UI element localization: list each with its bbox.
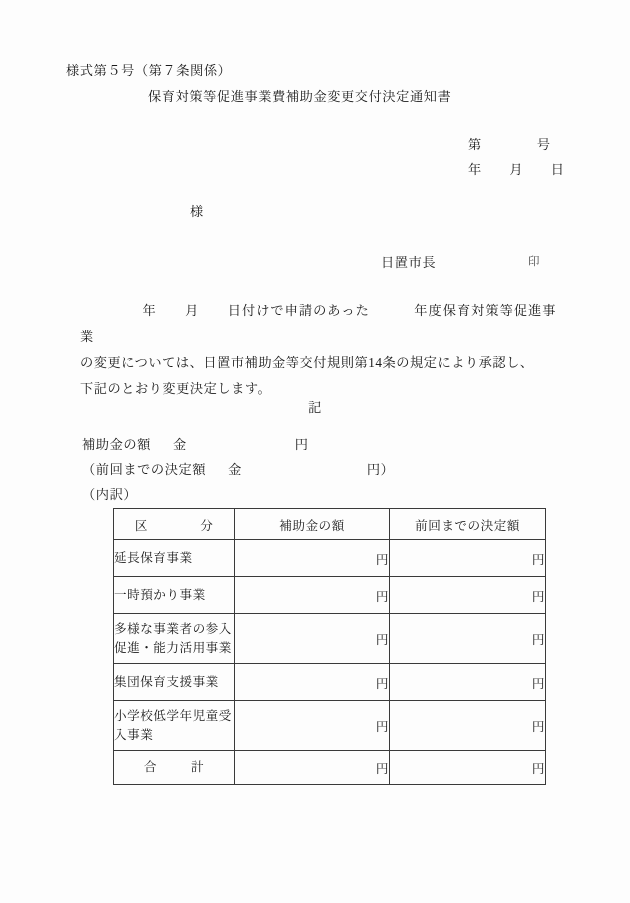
document-number-field: 第 号 [468,137,551,152]
table-row [114,614,546,664]
previous-amount-label: （前回までの決定額 [82,462,207,477]
document-title: 保育対策等促進事業費補助金変更交付決定通知書 [148,89,452,104]
subsidy-amount-unit: 円 [294,437,309,452]
table-body [114,540,546,785]
row-division-label [114,614,235,664]
body-line1-rest: 年度保育対策等促進事業 [80,303,556,344]
form-number: 様式第５号（第７条関係） [66,63,232,78]
row-previous-unit: 円 [390,577,546,614]
previous-amount-kin: 金 [228,462,242,477]
document-date-field: 年 月 日 [468,162,565,177]
row-amount-unit: 円 [235,701,390,751]
addressee-honorific: 様 [190,204,204,219]
previous-amount-line [82,463,394,476]
header-division: 区 分 [114,509,235,540]
table-total-row [114,751,546,785]
row-amount-unit: 円 [235,540,390,577]
table-row [114,540,546,577]
row-division-label [114,701,235,751]
row-division-line2: 入事業 [114,727,154,742]
row-amount-unit: 円 [235,614,390,664]
subsidy-amount-line [82,438,309,451]
total-amount-unit: 円 [235,751,390,785]
table-row [114,701,546,751]
breakdown-label: （内訳） [82,487,138,502]
row-division-label: 集団保育支援事業 [114,664,235,701]
row-division-label: 一時預かり事業 [114,577,235,614]
total-label-part2: 計 [191,760,205,774]
table-row [114,577,546,614]
row-division-line1: 小学校低学年児童受 [114,708,232,723]
table-row [114,664,546,701]
row-division-label: 延長保育事業 [114,540,235,577]
seal-icon: 印 [528,256,541,268]
header-amount: 補助金の額 [235,509,390,540]
issuer-name: 日置市長 [381,255,437,270]
breakdown-table [113,508,546,785]
row-previous-unit: 円 [390,664,546,701]
total-label-part1: 合 [143,760,157,774]
total-label [114,751,235,785]
table-header-row [114,509,546,540]
row-amount-unit: 円 [235,664,390,701]
body-line1-date: 年 月 日付けで申請のあった [142,303,370,318]
subsidy-amount-label: 補助金の額 [82,437,151,452]
body-line2: の変更については、日置市補助金等交付規則第14条の規定により承認し、 [80,355,534,370]
row-previous-unit: 円 [390,614,546,664]
header-previous: 前回までの決定額 [390,509,546,540]
body-line3: 下記のとおり変更決定します。 [80,381,272,396]
row-previous-unit: 円 [390,540,546,577]
row-previous-unit: 円 [390,701,546,751]
row-division-line1: 多様な事業者の参入 [114,621,232,636]
subsidy-amount-kin: 金 [172,437,187,452]
row-amount-unit: 円 [235,577,390,614]
row-division-line2: 促進・能力活用事業 [114,640,232,655]
total-previous-unit: 円 [390,751,546,785]
previous-amount-unit: 円） [366,462,395,477]
kiji-label: 記 [308,400,322,415]
body-paragraph [80,298,556,402]
